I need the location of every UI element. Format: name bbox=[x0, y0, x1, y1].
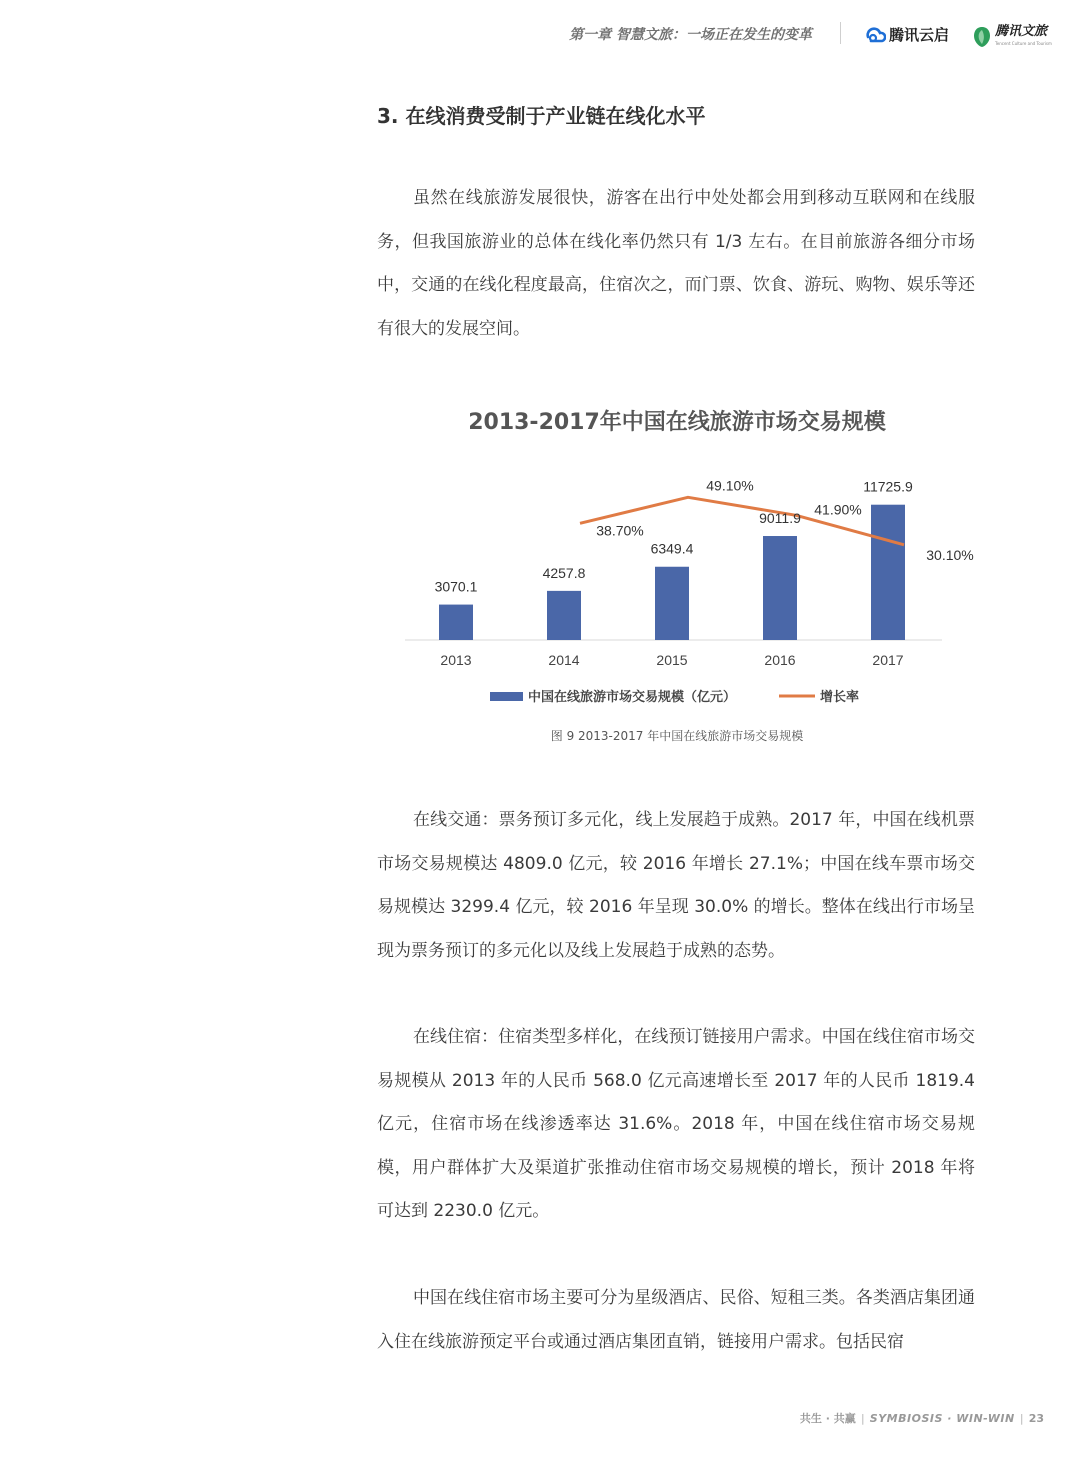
chart-legend bbox=[490, 689, 859, 705]
legend-line-label: 增长率 bbox=[820, 690, 860, 705]
legend-bar-swatch bbox=[490, 692, 523, 701]
page-number: 23 bbox=[1028, 1412, 1044, 1425]
legend-bar-label: 中国在线旅游市场交易规模（亿元） bbox=[528, 690, 737, 705]
growth-rate-label-2014: 38.70% bbox=[596, 522, 644, 539]
culture-logo-text: 腾讯文旅 bbox=[995, 24, 1048, 39]
bar-2017 bbox=[871, 505, 905, 640]
page-footer: 共生 · 共赢 | SYMBIOSIS · WIN-WIN | 23 bbox=[799, 1412, 1044, 1425]
paragraph-lodging-types: 中国在线住宿市场主要可分为星级酒店、民俗、短租三类。各类酒店集团通入住在线旅游预定平台或通过酒店集团直销，链接用户需求。包括民宿 bbox=[377, 1288, 975, 1352]
section-title: 3. 在线消费受制于产业链在线化水平 bbox=[377, 104, 706, 128]
cloud-logo-text: 腾讯云启 bbox=[889, 26, 950, 44]
bar-value-label-2016: 9011.9 bbox=[759, 510, 801, 527]
bar-2015 bbox=[655, 567, 689, 640]
cloud-logo-icon bbox=[864, 25, 886, 45]
chart-title: 2013-2017年中国在线旅游市场交易规模 bbox=[468, 410, 886, 435]
bar-2013 bbox=[439, 605, 473, 640]
growth-rate-label-2017: 30.10% bbox=[926, 546, 974, 563]
bar-2016 bbox=[763, 536, 797, 640]
footer-slogan: 共生 · 共赢 bbox=[799, 1412, 856, 1425]
bar-2014 bbox=[547, 591, 581, 640]
footer-english: SYMBIOSIS · WIN-WIN bbox=[869, 1412, 1015, 1425]
paragraph-online-transport: 在线交通：票务预订多元化，线上发展趋于成熟。2017 年，中国在线机票市场交易规模达 4809.0 亿元，较 2016 年增长 27.1%；中国在线车票市场交易规模达 3299.4 亿元，较 2016 年呈现 30.0% 的增长。整体在线出行市场呈现为票务预订的多元化以及线上发展趋于成熟的态势。 bbox=[377, 810, 975, 961]
paragraph-online-lodging: 在线住宿：住宿类型多样化，在线预订链接用户需求。中国在线住宿市场交易规模从 2013 年的人民币 568.0 亿元高速增长至 2017 年的人民币 1819.4 亿元，住宿市场在线渗透率达 31.6%。2018 年，中国在线住宿市场交易规模，用户群体扩大及渠道扩张推动住宿市场交易规模的增长，预计 2018 年将可达到 2230.0 亿元。 bbox=[377, 1027, 975, 1221]
page-header bbox=[0, 18, 1080, 52]
x-tick-label-2015: 2015 bbox=[656, 652, 688, 668]
culture-logo-icon bbox=[972, 26, 992, 48]
bar-value-label-2014: 4257.8 bbox=[542, 564, 586, 581]
tencent-culture-logo bbox=[972, 24, 1052, 50]
bar-value-label-2017: 11725.9 bbox=[863, 478, 913, 495]
market-size-chart bbox=[377, 450, 977, 715]
x-tick-label-2014: 2014 bbox=[548, 652, 580, 668]
x-tick-label-2013: 2013 bbox=[440, 652, 472, 668]
figure-caption: 图 9 2013-2017 年中国在线旅游市场交易规模 bbox=[550, 729, 804, 743]
growth-rate-label-2016: 41.90% bbox=[814, 501, 862, 518]
bar-value-label-2015: 6349.4 bbox=[650, 540, 694, 557]
bar-value-label-2013: 3070.1 bbox=[434, 578, 478, 595]
tencent-cloud-logo bbox=[864, 24, 949, 45]
header-divider bbox=[840, 22, 841, 44]
culture-logo-subtext: Tencent Culture and Tourism bbox=[995, 41, 1052, 46]
chapter-title: 第一章 智慧文旅：一场正在发生的变革 bbox=[569, 27, 812, 43]
x-tick-label-2016: 2016 bbox=[764, 652, 796, 668]
x-tick-label-2017: 2017 bbox=[872, 652, 904, 668]
growth-rate-label-2015: 49.10% bbox=[706, 477, 754, 494]
paragraph-overview: 虽然在线旅游发展很快，游客在出行中处处都会用到移动互联网和在线服务，但我国旅游业的总体在线化率仍然只有 1/3 左右。在目前旅游各细分市场中，交通的在线化程度最高，住宿次之，而门票、饮食、游玩、购物、娱乐等还有很大的发展空间。 bbox=[377, 188, 975, 339]
